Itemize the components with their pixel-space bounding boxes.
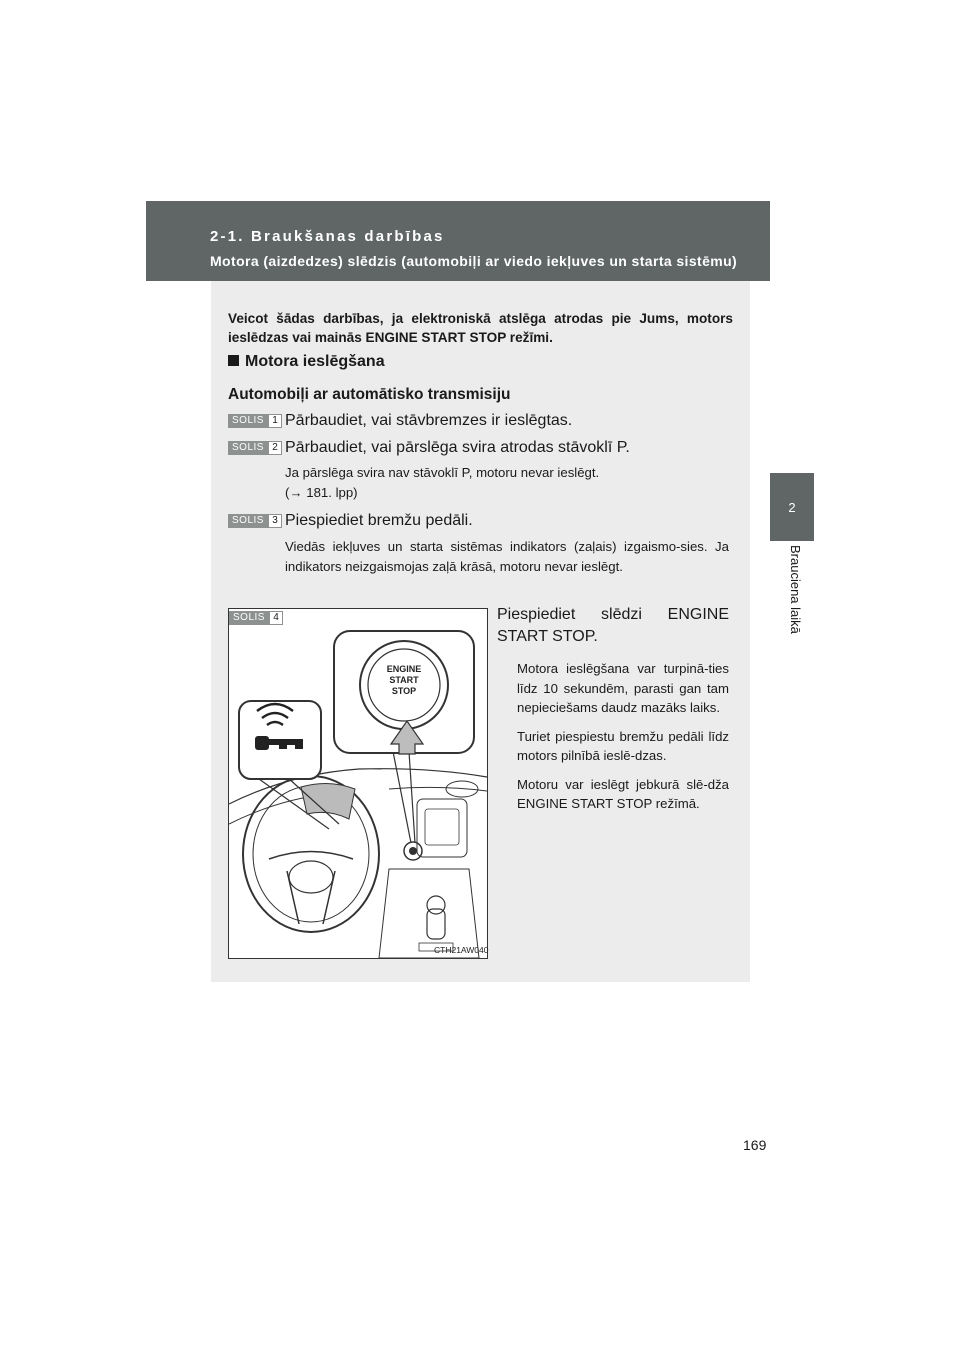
section-title: 2-1. Braukšanas darbības (210, 228, 445, 245)
step-badge-number: 4 (269, 611, 283, 625)
subheading: Automobiļi ar automātisko transmisiju (228, 386, 511, 403)
button-text-line-2: START (389, 675, 419, 685)
content-box (211, 281, 750, 982)
step-4-notes (517, 659, 729, 823)
square-bullet-icon (228, 355, 239, 366)
step-badge-4 (229, 611, 283, 625)
step-4-note-1: Motora ieslēgšana var turpinā-ties līdz 10 sekundēm, parasti gan tam nepieciešams daudz mazāks laiks. (517, 661, 729, 715)
chapter-label: Brauciena laikā (788, 545, 803, 634)
step-2-note: Ja pārslēga svira nav stāvoklī P, motoru nevar ieslēgt. (285, 465, 600, 480)
chapter-number: 2 (788, 500, 796, 515)
page-header (146, 201, 814, 281)
step-2-text: Pārbaudiet, vai pārslēga svira atrodas stāvoklī P. (285, 439, 630, 456)
step-4-note-3: Motoru var ieslēgt jebkurā slē-dža ENGINE START STOP režīmā. (517, 776, 729, 811)
intro-text: Veicot šādas darbības, ja elektroniskā atslēga atrodas pie Jums, motors ieslēdzas vai mainās ENGINE START STOP režīmi. (228, 311, 733, 345)
chapter-tab (770, 473, 814, 541)
step-badge-1 (228, 414, 282, 428)
page-subtitle: Motora (aizdedzes) slēdzis (automobiļi ar viedo iekļuves un starta sistēmu) (210, 253, 738, 269)
button-text-line-3: STOP (391, 686, 417, 696)
step-badge-number: 1 (268, 414, 282, 428)
step-badge-label: SOLIS (228, 441, 268, 455)
step-3-text: Piespiediet bremžu pedāli. (285, 512, 473, 529)
engine-start-illustration (228, 608, 488, 959)
step-3-note: Viedās iekļuves un starta sistēmas indikators (zaļais) izgaismo-sies. Ja indikators neizgaismojas zaļā krāsā, motoru nevar ieslēgt. (285, 539, 729, 574)
dashboard-drawing (229, 609, 487, 958)
page-number: 169 (743, 1137, 767, 1153)
step-badge-number: 3 (268, 514, 282, 528)
step-4-note-2: Turiet piespiestu bremžu pedāli līdz motors pilnībā ieslē-dzas. (517, 728, 729, 763)
step-badge-number: 2 (268, 441, 282, 455)
step-badge-label: SOLIS (228, 514, 268, 528)
side-tab-spacer (770, 201, 814, 473)
section-heading-text: Motora ieslēgšana (245, 353, 385, 370)
step-4-text: Piespiediet slēdzi ENGINE START STOP. (497, 606, 729, 645)
illustration-code: CTH21AW040 (434, 945, 489, 955)
section-heading (228, 353, 385, 371)
step-badge-2 (228, 441, 282, 455)
button-text-line-1: ENGINE (386, 664, 422, 674)
step-1-text: Pārbaudiet, vai stāvbremzes ir ieslēgtas. (285, 412, 573, 429)
step-badge-label: SOLIS (229, 611, 269, 625)
step-badge-label: SOLIS (228, 414, 268, 428)
step-badge-3 (228, 514, 282, 528)
step-2-reference: (→ 181. lpp) (285, 485, 358, 500)
